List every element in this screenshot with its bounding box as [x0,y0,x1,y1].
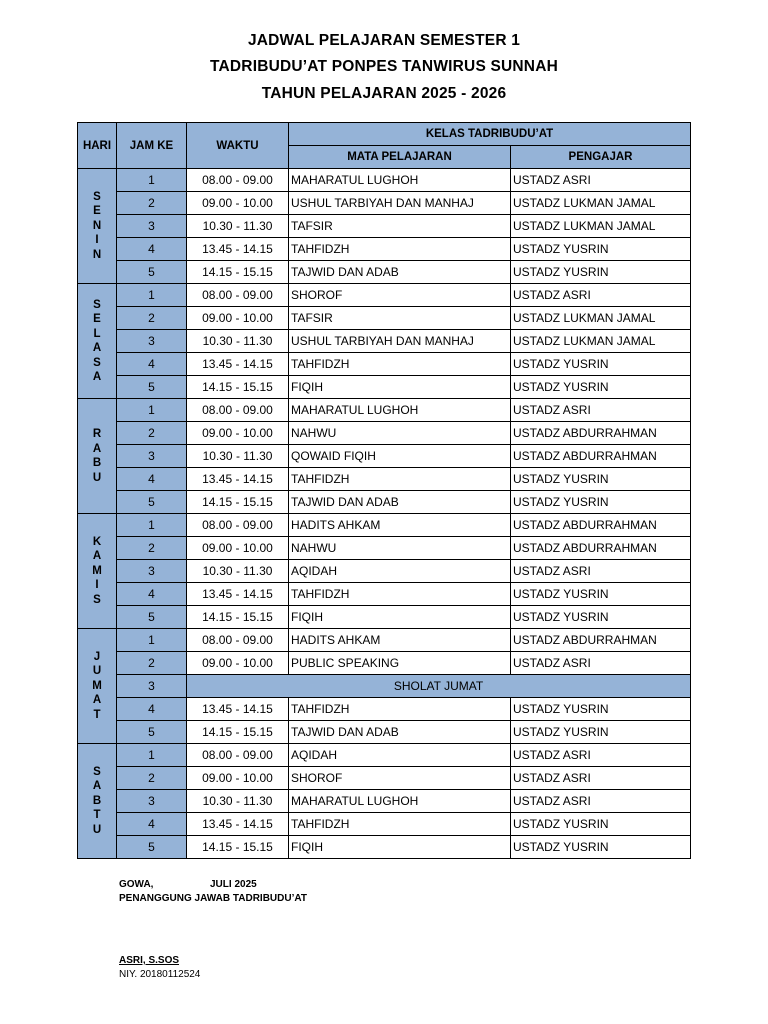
signatory-niy: NIY. 20180112524 [119,969,201,980]
jam-ke-cell: 2 [117,192,187,215]
jam-ke-cell: 5 [117,261,187,284]
jam-ke-cell: 4 [117,698,187,721]
mata-pelajaran-cell: HADITS AHKAM [289,514,511,537]
waktu-cell: 08.00 - 09.00 [187,284,289,307]
mata-pelajaran-cell: TAJWID DAN ADAB [289,491,511,514]
pengajar-cell: USTADZ ABDURRAHMAN [511,629,691,652]
mata-pelajaran-cell: FIQIH [289,836,511,859]
pengajar-cell: USTADZ YUSRIN [511,721,691,744]
mata-pelajaran-cell: MAHARATUL LUGHOH [289,790,511,813]
mata-pelajaran-cell: TAHFIDZH [289,698,511,721]
jam-ke-cell: 3 [117,330,187,353]
waktu-cell: 14.15 - 15.15 [187,376,289,399]
table-row [78,445,691,468]
pengajar-cell: USTADZ ABDURRAHMAN [511,422,691,445]
waktu-cell: 13.45 - 14.15 [187,238,289,261]
pengajar-cell: USTADZ LUKMAN JAMAL [511,215,691,238]
pengajar-cell: USTADZ YUSRIN [511,376,691,399]
mata-pelajaran-cell: TAHFIDZH [289,468,511,491]
waktu-cell: 08.00 - 09.00 [187,744,289,767]
table-row [78,537,691,560]
special-activity-cell: SHOLAT JUMAT [187,675,691,698]
table-row [78,261,691,284]
pengajar-cell: USTADZ LUKMAN JAMAL [511,307,691,330]
pengajar-cell: USTADZ ABDURRAHMAN [511,537,691,560]
jam-ke-cell: 4 [117,468,187,491]
mata-pelajaran-cell: FIQIH [289,376,511,399]
pengajar-cell: USTADZ ASRI [511,790,691,813]
mata-pelajaran-cell: TAHFIDZH [289,583,511,606]
table-row [78,376,691,399]
waktu-cell: 09.00 - 10.00 [187,537,289,560]
mata-pelajaran-cell: SHOROF [289,284,511,307]
table-row [78,560,691,583]
waktu-cell: 14.15 - 15.15 [187,491,289,514]
pengajar-cell: USTADZ ASRI [511,744,691,767]
pengajar-cell: USTADZ ASRI [511,284,691,307]
mata-pelajaran-cell: TAFSIR [289,307,511,330]
mata-pelajaran-cell: USHUL TARBIYAH DAN MANHAJ [289,330,511,353]
waktu-cell: 14.15 - 15.15 [187,836,289,859]
waktu-cell: 09.00 - 10.00 [187,307,289,330]
jam-ke-cell: 5 [117,836,187,859]
header-pengajar: PENGAJAR [511,146,691,169]
header-hari: HARI [78,123,117,169]
pengajar-cell: USTADZ ASRI [511,560,691,583]
header-kelas: KELAS TADRIBUDU’AT [289,123,691,146]
table-row [78,721,691,744]
waktu-cell: 08.00 - 09.00 [187,629,289,652]
mata-pelajaran-cell: NAHWU [289,422,511,445]
table-row [78,330,691,353]
jam-ke-cell: 3 [117,215,187,238]
pengajar-cell: USTADZ YUSRIN [511,491,691,514]
jam-ke-cell: 5 [117,606,187,629]
table-row [78,169,691,192]
jam-ke-cell: 5 [117,376,187,399]
pengajar-cell: USTADZ YUSRIN [511,813,691,836]
table-row [78,583,691,606]
pengajar-cell: USTADZ YUSRIN [511,836,691,859]
mata-pelajaran-cell: AQIDAH [289,744,511,767]
mata-pelajaran-cell: USHUL TARBIYAH DAN MANHAJ [289,192,511,215]
day-label: R A B U [78,399,117,514]
table-row [78,238,691,261]
pengajar-cell: USTADZ YUSRIN [511,353,691,376]
jam-ke-cell: 4 [117,238,187,261]
table-row [78,514,691,537]
jam-ke-cell: 4 [117,353,187,376]
table-row [78,606,691,629]
mata-pelajaran-cell: TAJWID DAN ADAB [289,261,511,284]
table-row [78,468,691,491]
jam-ke-cell: 3 [117,560,187,583]
jam-ke-cell: 5 [117,491,187,514]
jam-ke-cell: 1 [117,514,187,537]
waktu-cell: 08.00 - 09.00 [187,514,289,537]
signature-date: JULI 2025 [210,879,257,890]
waktu-cell: 13.45 - 14.15 [187,468,289,491]
table-row [78,790,691,813]
waktu-cell: 14.15 - 15.15 [187,606,289,629]
mata-pelajaran-cell: MAHARATUL LUGHOH [289,169,511,192]
day-label: S A B T U [78,744,117,859]
day-label: J U M A T [78,629,117,744]
jam-ke-cell: 1 [117,744,187,767]
table-row [78,813,691,836]
mata-pelajaran-cell: TAHFIDZH [289,238,511,261]
table-row [78,284,691,307]
waktu-cell: 13.45 - 14.15 [187,813,289,836]
waktu-cell: 13.45 - 14.15 [187,353,289,376]
signatory-name: ASRI, S.SOS [119,955,180,966]
mata-pelajaran-cell: PUBLIC SPEAKING [289,652,511,675]
mata-pelajaran-cell: TAHFIDZH [289,813,511,836]
mata-pelajaran-cell: TAFSIR [289,215,511,238]
waktu-cell: 09.00 - 10.00 [187,767,289,790]
waktu-cell: 14.15 - 15.15 [187,721,289,744]
pengajar-cell: USTADZ YUSRIN [511,261,691,284]
table-row [78,192,691,215]
jam-ke-cell: 2 [117,537,187,560]
jam-ke-cell: 4 [117,583,187,606]
table-row [78,215,691,238]
table-row [78,767,691,790]
waktu-cell: 14.15 - 15.15 [187,261,289,284]
waktu-cell: 13.45 - 14.15 [187,698,289,721]
table-row [78,698,691,721]
mata-pelajaran-cell: FIQIH [289,606,511,629]
pengajar-cell: USTADZ ASRI [511,652,691,675]
day-label: S E L A S A [78,284,117,399]
schedule-body [78,169,691,859]
table-row [78,491,691,514]
waktu-cell: 10.30 - 11.30 [187,790,289,813]
pengajar-cell: USTADZ ASRI [511,767,691,790]
day-label: S E N I N [78,169,117,284]
jam-ke-cell: 1 [117,629,187,652]
document-subtitle: TADRIBUDU’AT PONPES TANWIRUS SUNNAH [210,58,558,75]
mata-pelajaran-cell: MAHARATUL LUGHOH [289,399,511,422]
table-row [78,836,691,859]
waktu-cell: 09.00 - 10.00 [187,192,289,215]
mata-pelajaran-cell: AQIDAH [289,560,511,583]
jam-ke-cell: 2 [117,422,187,445]
jam-ke-cell: 4 [117,813,187,836]
waktu-cell: 13.45 - 14.15 [187,583,289,606]
pengajar-cell: USTADZ ASRI [511,399,691,422]
signature-role: PENANGGUNG JAWAB TADRIBUDU’AT [119,893,307,904]
table-row [78,629,691,652]
mata-pelajaran-cell: NAHWU [289,537,511,560]
pengajar-cell: USTADZ ABDURRAHMAN [511,514,691,537]
table-row [78,399,691,422]
table-row [78,307,691,330]
jam-ke-cell: 2 [117,307,187,330]
waktu-cell: 10.30 - 11.30 [187,560,289,583]
waktu-cell: 08.00 - 09.00 [187,399,289,422]
waktu-cell: 08.00 - 09.00 [187,169,289,192]
table-row [78,652,691,675]
jam-ke-cell: 5 [117,721,187,744]
jam-ke-cell: 3 [117,675,187,698]
mata-pelajaran-cell: TAHFIDZH [289,353,511,376]
pengajar-cell: USTADZ ABDURRAHMAN [511,445,691,468]
pengajar-cell: USTADZ LUKMAN JAMAL [511,330,691,353]
table-row [78,675,691,698]
pengajar-cell: USTADZ ASRI [511,169,691,192]
header-jam-ke: JAM KE [117,123,187,169]
header-mata-pelajaran: MATA PELAJARAN [289,146,511,169]
header-waktu: WAKTU [187,123,289,169]
pengajar-cell: USTADZ YUSRIN [511,698,691,721]
mata-pelajaran-cell: SHOROF [289,767,511,790]
pengajar-cell: USTADZ LUKMAN JAMAL [511,192,691,215]
pengajar-cell: USTADZ YUSRIN [511,238,691,261]
table-row [78,744,691,767]
waktu-cell: 10.30 - 11.30 [187,330,289,353]
jam-ke-cell: 3 [117,790,187,813]
mata-pelajaran-cell: QOWAID FIQIH [289,445,511,468]
jam-ke-cell: 2 [117,652,187,675]
document-title: JADWAL PELAJARAN SEMESTER 1 [247,32,521,49]
waktu-cell: 09.00 - 10.00 [187,652,289,675]
jam-ke-cell: 3 [117,445,187,468]
jam-ke-cell: 1 [117,399,187,422]
waktu-cell: 10.30 - 11.30 [187,445,289,468]
jam-ke-cell: 1 [117,284,187,307]
pengajar-cell: USTADZ YUSRIN [511,468,691,491]
pengajar-cell: USTADZ YUSRIN [511,606,691,629]
table-row [78,422,691,445]
table-row [78,353,691,376]
mata-pelajaran-cell: HADITS AHKAM [289,629,511,652]
mata-pelajaran-cell: TAJWID DAN ADAB [289,721,511,744]
schedule-table [77,122,691,859]
jam-ke-cell: 2 [117,767,187,790]
academic-year: TAHUN PELAJARAN 2025 - 2026 [261,85,507,102]
jam-ke-cell: 1 [117,169,187,192]
waktu-cell: 09.00 - 10.00 [187,422,289,445]
day-label: K A M I S [78,514,117,629]
signature-place: GOWA, [119,879,154,890]
pengajar-cell: USTADZ YUSRIN [511,583,691,606]
waktu-cell: 10.30 - 11.30 [187,215,289,238]
